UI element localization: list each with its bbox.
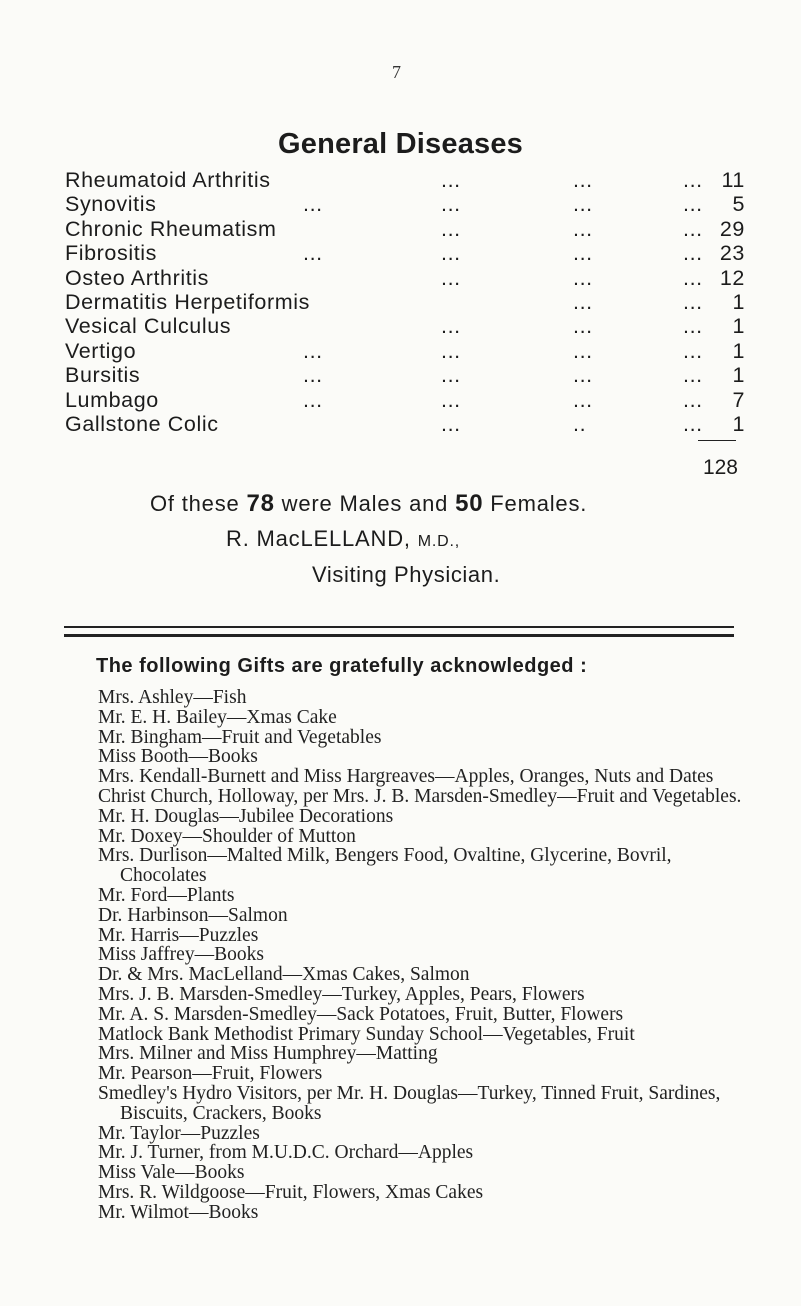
- gift-entry: Mr. J. Turner, from M.U.D.C. Orchard—Apples: [98, 1142, 474, 1164]
- total-count: 128: [702, 456, 738, 479]
- gifts-list: [98, 688, 748, 1223]
- disease-name: Synovitis: [65, 192, 157, 217]
- gift-entry: Mr. Bingham—Fruit and Vegetables: [98, 726, 382, 748]
- leader-dot-group: ...: [441, 314, 461, 339]
- leader-dot-group: ...: [303, 387, 323, 412]
- disease-count: 11: [721, 168, 745, 192]
- gift-entry: Mr. Wilmot—Books: [98, 1201, 259, 1223]
- disease-name: Fibrositis: [65, 241, 158, 266]
- leader-dot-group: ...: [683, 387, 703, 412]
- gift-entry: Mrs. R. Wildgoose—Fruit, Flowers, Xmas Cakes: [98, 1181, 484, 1203]
- leader-dot-group: ...: [441, 265, 461, 290]
- leader-dot-group: ...: [683, 289, 703, 314]
- disease-count: 29: [719, 216, 745, 241]
- signature-role: Visiting Physician.: [312, 562, 501, 587]
- leader-dot-group: ...: [303, 363, 323, 388]
- signature-name-line: [226, 526, 460, 552]
- leader-dot-group: ...: [441, 387, 461, 412]
- disease-name: Dermatitis Herpetiformis: [65, 289, 310, 314]
- gift-entry: Christ Church, Holloway, per Mrs. J. B. Marsden-Smedley—Fruit and Vegetables.: [98, 785, 742, 807]
- gift-entry: Miss Jaffrey—Books: [98, 944, 264, 966]
- disease-row: [65, 217, 745, 241]
- disease-count: 1: [732, 338, 745, 363]
- leader-dot-group: ...: [573, 241, 593, 266]
- leader-dot-group: ...: [683, 338, 703, 363]
- summary-middle: were Males and: [274, 491, 456, 516]
- disease-count: 1: [732, 289, 745, 314]
- disease-row: [65, 290, 745, 314]
- disease-count: 23: [719, 241, 745, 266]
- summary-line: [150, 490, 587, 518]
- leader-dot-group: ...: [441, 363, 461, 388]
- leader-dot-group: ...: [441, 241, 461, 266]
- gift-entry: Miss Vale—Books: [98, 1162, 245, 1184]
- leader-dot-group: ...: [573, 314, 593, 339]
- gift-entry: Mrs. Milner and Miss Humphrey—Matting: [98, 1043, 438, 1065]
- leader-dot-group: ...: [441, 338, 461, 363]
- leader-dot-group: ...: [303, 241, 323, 266]
- disease-name: Gallstone Colic: [65, 411, 219, 436]
- summary-suffix: Females.: [483, 491, 588, 516]
- leader-dot-group: ...: [303, 192, 323, 217]
- gift-entry: Mr. Taylor—Puzzles: [98, 1122, 260, 1144]
- leader-dot-group: ...: [303, 338, 323, 363]
- disease-name: Lumbago: [65, 387, 159, 412]
- disease-count: 7: [732, 387, 745, 412]
- disease-count: 1: [732, 314, 745, 339]
- disease-row: [65, 241, 745, 265]
- disease-row: [65, 412, 745, 436]
- gift-entry: Dr. & Mrs. MacLelland—Xmas Cakes, Salmon: [98, 964, 470, 986]
- leader-dot-group: ...: [441, 216, 461, 241]
- leader-dot-group: ...: [573, 265, 593, 290]
- disease-name: Vesical Culculus: [65, 314, 232, 339]
- summary-prefix: Of these: [150, 491, 247, 516]
- gift-entry: Mr. E. H. Bailey—Xmas Cake: [98, 706, 337, 728]
- leader-dot-group: ...: [573, 168, 593, 192]
- disease-count: 1: [732, 411, 745, 436]
- disease-count: 12: [719, 265, 745, 290]
- leader-dot-group: ...: [573, 216, 593, 241]
- leader-dot-group: ...: [573, 387, 593, 412]
- disease-row: [65, 388, 745, 412]
- gift-entry: Mrs. Kendall-Burnett and Miss Hargreaves—Apples, Oranges, Nuts and Dates: [98, 766, 714, 788]
- gift-entry: Matlock Bank Methodist Primary Sunday School—Vegetables, Fruit: [98, 1023, 635, 1045]
- leader-dot-group: ...: [573, 289, 593, 314]
- total-rule: [698, 440, 736, 441]
- gift-entry: Mr. A. S. Marsden-Smedley—Sack Potatoes, Fruit, Butter, Flowers: [98, 1003, 624, 1025]
- disease-name: Bursitis: [65, 363, 141, 388]
- signature-degree: M.D.,: [417, 533, 460, 550]
- disease-count: 1: [732, 363, 745, 388]
- gift-entry: Mrs. Durlison—Malted Milk, Bengers Food, Ovaltine, Glycerine, Bovril, Chocolates: [98, 845, 672, 887]
- gifts-heading: The following Gifts are gratefully acknowledged :: [96, 655, 588, 677]
- disease-row: [65, 266, 745, 290]
- disease-count: 5: [732, 192, 745, 217]
- leader-dot-group: ..: [573, 411, 587, 436]
- leader-dot-group: ...: [683, 216, 703, 241]
- leader-dot-group: ...: [683, 192, 703, 217]
- section-divider: [64, 626, 734, 637]
- gift-entry: Mrs. Ashley—Fish: [98, 687, 247, 708]
- leader-dot-group: ...: [573, 363, 593, 388]
- gift-entry: Mrs. J. B. Marsden-Smedley—Turkey, Apples, Pears, Flowers: [98, 983, 585, 1005]
- gift-entry: Miss Booth—Books: [98, 746, 258, 768]
- leader-dot-group: ...: [683, 168, 703, 192]
- disease-name: Vertigo: [65, 338, 137, 363]
- disease-name: Chronic Rheumatism: [65, 216, 277, 241]
- leader-dot-group: ...: [683, 265, 703, 290]
- gift-entry: Mr. Pearson—Fruit, Flowers: [98, 1063, 323, 1085]
- leader-dot-group: ...: [683, 241, 703, 266]
- leader-dot-group: ...: [683, 411, 703, 436]
- gift-entry: Smedley's Hydro Visitors, per Mr. H. Douglas—Turkey, Tinned Fruit, Sardines, Biscuits, Crackers, Books: [98, 1082, 721, 1124]
- leader-dot-group: ...: [441, 168, 461, 192]
- disease-table: [65, 168, 745, 436]
- leader-dot-group: ...: [573, 192, 593, 217]
- disease-name: Osteo Arthritis: [65, 265, 210, 290]
- leader-dot-group: ...: [441, 411, 461, 436]
- disease-row: [65, 168, 745, 192]
- disease-row: [65, 339, 745, 363]
- disease-row: [65, 363, 745, 387]
- disease-row: [65, 314, 745, 338]
- gift-entry: Mr. Ford—Plants: [98, 884, 235, 906]
- signature-name: R. MacLELLAND,: [226, 526, 418, 551]
- page-title: General Diseases: [277, 128, 524, 160]
- gift-entry: Mr. H. Douglas—Jubilee Decorations: [98, 805, 394, 827]
- leader-dot-group: ...: [573, 338, 593, 363]
- gift-entry: Mr. Harris—Puzzles: [98, 924, 259, 946]
- gift-entry: Dr. Harbinson—Salmon: [98, 904, 288, 926]
- gift-entry: Mr. Doxey—Shoulder of Mutton: [98, 825, 356, 847]
- females-count: 50: [455, 490, 484, 517]
- leader-dot-group: ...: [683, 363, 703, 388]
- disease-name: Rheumatoid Arthritis: [65, 168, 271, 192]
- disease-row: [65, 192, 745, 216]
- leader-dot-group: ...: [441, 192, 461, 217]
- page-number: 7: [392, 62, 401, 82]
- males-count: 78: [246, 490, 275, 517]
- leader-dot-group: ...: [683, 314, 703, 339]
